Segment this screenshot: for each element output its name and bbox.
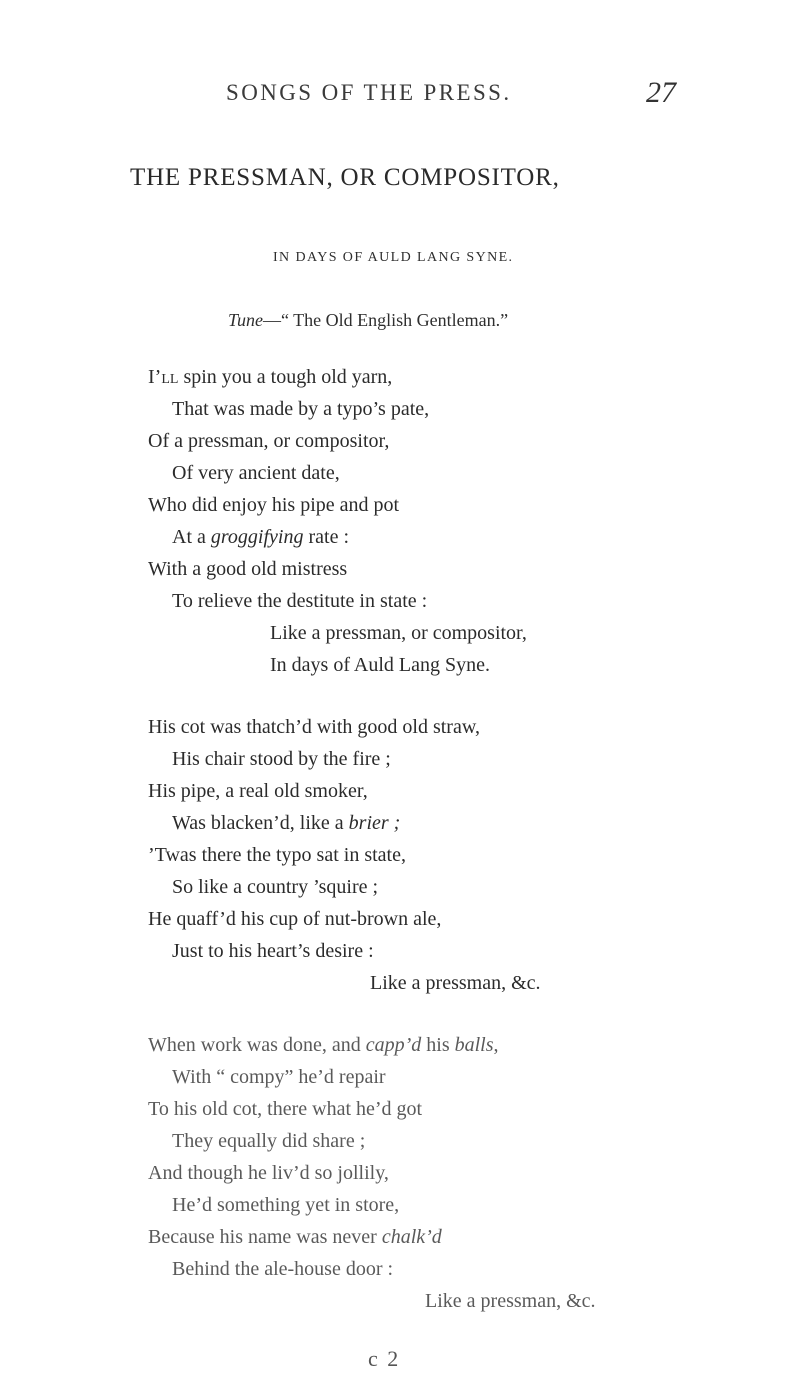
dropcap: I’ xyxy=(148,366,162,388)
line-text: Because his name was never xyxy=(148,1226,382,1248)
stanza1-line5: Who did enjoy his pipe and pot xyxy=(148,494,400,516)
tune-label: Tune xyxy=(228,310,264,330)
italic-text: capp’d xyxy=(365,1034,422,1056)
stanza3-line6: He’d something yet in store, xyxy=(172,1194,400,1216)
line-text: rate : xyxy=(303,526,350,548)
tune-name: —“ The Old English Gentleman.” xyxy=(263,310,509,330)
stanza2-line2: His chair stood by the fire ; xyxy=(172,748,391,770)
smallcaps-text: ll xyxy=(161,366,179,388)
stanza1-line1 xyxy=(148,366,392,389)
line-text: Was blacken’d, like a xyxy=(172,812,349,834)
tune-line xyxy=(228,310,508,331)
stanza1-line7: With a good old mistress xyxy=(148,558,348,580)
stanza1-line6 xyxy=(172,526,349,549)
line-text: spin you a tough old yarn, xyxy=(178,366,393,388)
italic-text: balls xyxy=(454,1034,494,1056)
stanza1-line8: To relieve the destitute in state : xyxy=(172,590,428,612)
song-subtitle: IN DAYS OF AULD LANG SYNE. xyxy=(273,250,514,265)
stanza3-line7 xyxy=(148,1226,442,1249)
stanza3-line4: They equally did share ; xyxy=(172,1130,366,1152)
stanza2-line4 xyxy=(172,812,400,835)
italic-text: chalk’d xyxy=(381,1226,442,1248)
song-title: THE PRESSMAN, OR COMPOSITOR, xyxy=(130,164,560,191)
stanza2-line3: His pipe, a real old smoker, xyxy=(148,780,368,802)
line-text: , xyxy=(493,1034,499,1056)
stanza3-line8: Behind the ale-house door : xyxy=(172,1258,394,1280)
line-text: When work was done, and xyxy=(148,1034,366,1056)
stanza2-line8: Just to his heart’s desire : xyxy=(172,940,374,962)
stanza2-line7: He quaff’d his cup of nut-brown ale, xyxy=(148,908,442,930)
italic-text: groggifying xyxy=(210,526,304,548)
stanza3-line3: To his old cot, there what he’d got xyxy=(148,1098,423,1120)
stanza3-line5: And though he liv’d so jollily, xyxy=(148,1162,389,1184)
signature-mark: c 2 xyxy=(368,1346,401,1371)
stanza3-line1 xyxy=(148,1034,499,1057)
stanza2-line6: So like a country ’squire ; xyxy=(172,876,379,898)
stanza1-line2: That was made by a typo’s pate, xyxy=(172,398,430,420)
stanza1-line3: Of a pressman, or compositor, xyxy=(148,430,390,452)
stanza1-line4: Of very ancient date, xyxy=(172,462,340,484)
stanza3-line2: With “ compy” he’d repair xyxy=(172,1066,386,1088)
stanza2-line5: ’Twas there the typo sat in state, xyxy=(148,844,406,866)
italic-text: brier ; xyxy=(348,812,401,834)
running-head: SONGS OF THE PRESS. xyxy=(226,80,512,105)
stanza1-line10: In days of Auld Lang Syne. xyxy=(270,654,490,676)
page-number: 27 xyxy=(646,76,676,109)
stanza3-line9: Like a pressman, &c. xyxy=(425,1290,596,1312)
line-text: his xyxy=(421,1034,455,1056)
stanza2-line1: His cot was thatch’d with good old straw, xyxy=(148,716,480,738)
stanza2-line9: Like a pressman, &c. xyxy=(370,972,541,994)
stanza1-line9: Like a pressman, or compositor, xyxy=(270,622,527,644)
line-text: At a xyxy=(172,526,211,548)
